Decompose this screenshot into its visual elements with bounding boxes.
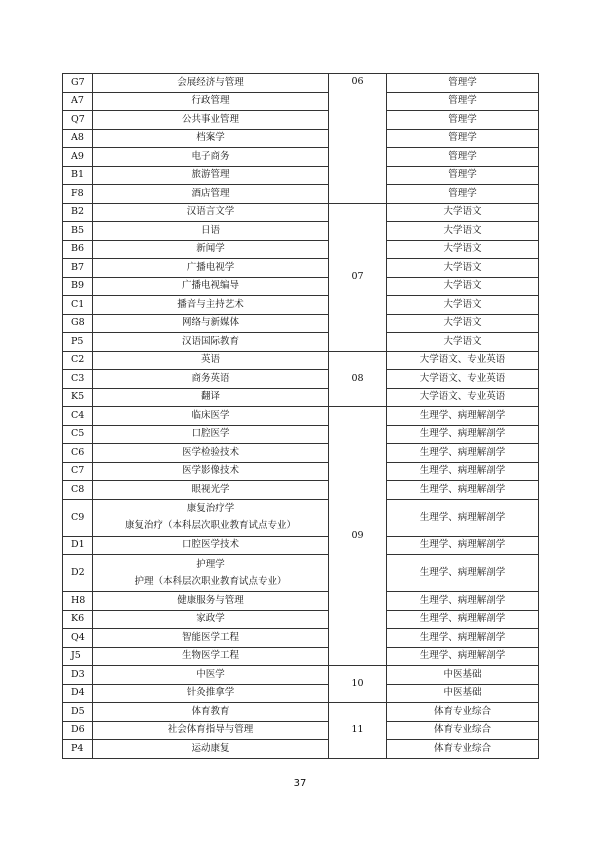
major-name-line: 康复治疗学	[186, 503, 235, 514]
category-code: 07	[329, 203, 387, 351]
exam-subject: 生理学、病理解剖学	[387, 444, 539, 463]
major-name: 口腔医学	[93, 425, 329, 444]
table-row	[63, 277, 539, 296]
exam-subject: 生理学、病理解剖学	[387, 629, 539, 648]
table-row	[63, 351, 539, 370]
major-name	[93, 555, 329, 592]
exam-subject: 大学语文	[387, 240, 539, 259]
major-code: Q7	[63, 111, 93, 130]
major-name: 档案学	[93, 129, 329, 148]
major-code: G8	[63, 314, 93, 333]
exam-subject: 生理学、病理解剖学	[387, 592, 539, 611]
major-code: B5	[63, 222, 93, 241]
major-name	[93, 499, 329, 536]
major-name: 广播电视学	[93, 259, 329, 278]
major-name: 汉语言文学	[93, 203, 329, 222]
major-code: C4	[63, 407, 93, 426]
major-code: D6	[63, 721, 93, 740]
major-code: A8	[63, 129, 93, 148]
table-row	[63, 203, 539, 222]
major-code: B2	[63, 203, 93, 222]
table-row	[63, 407, 539, 426]
major-code: P4	[63, 740, 93, 759]
major-name: 酒店管理	[93, 185, 329, 204]
table-row	[63, 610, 539, 629]
major-name: 运动康复	[93, 740, 329, 759]
exam-subject: 管理学	[387, 166, 539, 185]
table-row	[63, 111, 539, 130]
exam-subject: 生理学、病理解剖学	[387, 499, 539, 536]
table-row	[63, 370, 539, 389]
table-row	[63, 129, 539, 148]
exam-subject: 生理学、病理解剖学	[387, 481, 539, 500]
exam-subject: 生理学、病理解剖学	[387, 425, 539, 444]
category-code: 08	[329, 351, 387, 407]
major-code: D3	[63, 666, 93, 685]
major-name: 行政管理	[93, 92, 329, 111]
major-code: C2	[63, 351, 93, 370]
exam-subject: 生理学、病理解剖学	[387, 647, 539, 666]
exam-subject: 大学语文	[387, 296, 539, 315]
table-row	[63, 592, 539, 611]
table-row	[63, 666, 539, 685]
table-row	[63, 314, 539, 333]
category-code: 09	[329, 407, 387, 666]
table-row	[63, 629, 539, 648]
exam-subject: 管理学	[387, 148, 539, 167]
major-name: 针灸推拿学	[93, 684, 329, 703]
table-row	[63, 703, 539, 722]
table-row	[63, 166, 539, 185]
major-name: 家政学	[93, 610, 329, 629]
table-body	[63, 74, 539, 759]
major-name: 电子商务	[93, 148, 329, 167]
exam-subject: 管理学	[387, 92, 539, 111]
table-row	[63, 499, 539, 536]
majors-table	[62, 73, 539, 759]
exam-subject: 管理学	[387, 129, 539, 148]
exam-subject: 大学语文、专业英语	[387, 388, 539, 407]
table-row	[63, 296, 539, 315]
major-name: 日语	[93, 222, 329, 241]
table-row	[63, 185, 539, 204]
major-code: D1	[63, 536, 93, 555]
table-row	[63, 333, 539, 352]
exam-subject: 管理学	[387, 74, 539, 93]
major-name: 智能医学工程	[93, 629, 329, 648]
major-name: 播音与主持艺术	[93, 296, 329, 315]
major-name: 口腔医学技术	[93, 536, 329, 555]
major-name: 社会体育指导与管理	[93, 721, 329, 740]
major-name: 生物医学工程	[93, 647, 329, 666]
table-row	[63, 259, 539, 278]
table-row	[63, 536, 539, 555]
table-row	[63, 721, 539, 740]
table-row	[63, 444, 539, 463]
table-row	[63, 222, 539, 241]
exam-subject: 大学语文	[387, 277, 539, 296]
exam-subject: 大学语文、专业英语	[387, 351, 539, 370]
major-code: C6	[63, 444, 93, 463]
exam-subject: 大学语文	[387, 222, 539, 241]
exam-subject: 中医基础	[387, 684, 539, 703]
exam-subject: 管理学	[387, 185, 539, 204]
major-name-line: 护理（本科层次职业教育试点专业）	[134, 575, 287, 587]
exam-subject: 中医基础	[387, 666, 539, 685]
exam-subject: 大学语文	[387, 259, 539, 278]
category-code: 10	[329, 666, 387, 703]
major-name: 网络与新媒体	[93, 314, 329, 333]
major-code: C9	[63, 499, 93, 536]
major-code: B6	[63, 240, 93, 259]
table-row	[63, 388, 539, 407]
major-name: 商务英语	[93, 370, 329, 389]
major-code: K6	[63, 610, 93, 629]
major-name: 眼视光学	[93, 481, 329, 500]
major-name: 体育教育	[93, 703, 329, 722]
exam-subject: 管理学	[387, 111, 539, 130]
major-name: 广播电视编导	[93, 277, 329, 296]
page-number: 37	[293, 778, 307, 789]
exam-subject: 体育专业综合	[387, 740, 539, 759]
major-name: 公共事业管理	[93, 111, 329, 130]
table-row	[63, 647, 539, 666]
major-code: B7	[63, 259, 93, 278]
major-name: 旅游管理	[93, 166, 329, 185]
table-row	[63, 148, 539, 167]
major-code: Q4	[63, 629, 93, 648]
table-row	[63, 555, 539, 592]
major-name: 汉语国际教育	[93, 333, 329, 352]
exam-subject: 大学语文	[387, 314, 539, 333]
exam-subject: 大学语文	[387, 203, 539, 222]
major-code: D5	[63, 703, 93, 722]
major-code: D4	[63, 684, 93, 703]
exam-subject: 体育专业综合	[387, 721, 539, 740]
major-code: H8	[63, 592, 93, 611]
major-code: F8	[63, 185, 93, 204]
table-row	[63, 92, 539, 111]
major-code: C3	[63, 370, 93, 389]
major-code: A7	[63, 92, 93, 111]
category-code: 06	[329, 74, 387, 204]
major-code: B1	[63, 166, 93, 185]
exam-subject: 生理学、病理解剖学	[387, 555, 539, 592]
major-code: K5	[63, 388, 93, 407]
major-name: 医学影像技术	[93, 462, 329, 481]
major-code: C1	[63, 296, 93, 315]
exam-subject: 生理学、病理解剖学	[387, 536, 539, 555]
table-row	[63, 740, 539, 759]
exam-subject: 生理学、病理解剖学	[387, 462, 539, 481]
major-code: C7	[63, 462, 93, 481]
major-code: P5	[63, 333, 93, 352]
major-name: 翻译	[93, 388, 329, 407]
exam-subject: 体育专业综合	[387, 703, 539, 722]
table-row	[63, 462, 539, 481]
major-code: C8	[63, 481, 93, 500]
table-row	[63, 74, 539, 93]
major-name-line: 护理学	[196, 558, 225, 570]
table-row	[63, 240, 539, 259]
major-name: 临床医学	[93, 407, 329, 426]
major-code: C5	[63, 425, 93, 444]
exam-subject: 生理学、病理解剖学	[387, 610, 539, 629]
table-row	[63, 684, 539, 703]
table-row	[63, 481, 539, 500]
major-code: D2	[63, 555, 93, 592]
table-row	[63, 425, 539, 444]
major-code: A9	[63, 148, 93, 167]
major-name: 会展经济与管理	[93, 74, 329, 93]
category-code: 11	[329, 703, 387, 759]
exam-subject: 大学语文	[387, 333, 539, 352]
major-name: 中医学	[93, 666, 329, 685]
major-name: 英语	[93, 351, 329, 370]
major-code: B9	[63, 277, 93, 296]
major-name: 健康服务与管理	[93, 592, 329, 611]
major-code: G7	[63, 74, 93, 93]
major-name-line: 康复治疗（本科层次职业教育试点专业）	[124, 520, 296, 531]
exam-subject: 生理学、病理解剖学	[387, 407, 539, 426]
major-name: 新闻学	[93, 240, 329, 259]
major-name: 医学检验技术	[93, 444, 329, 463]
major-code: J5	[63, 647, 93, 666]
exam-subject: 大学语文、专业英语	[387, 370, 539, 389]
